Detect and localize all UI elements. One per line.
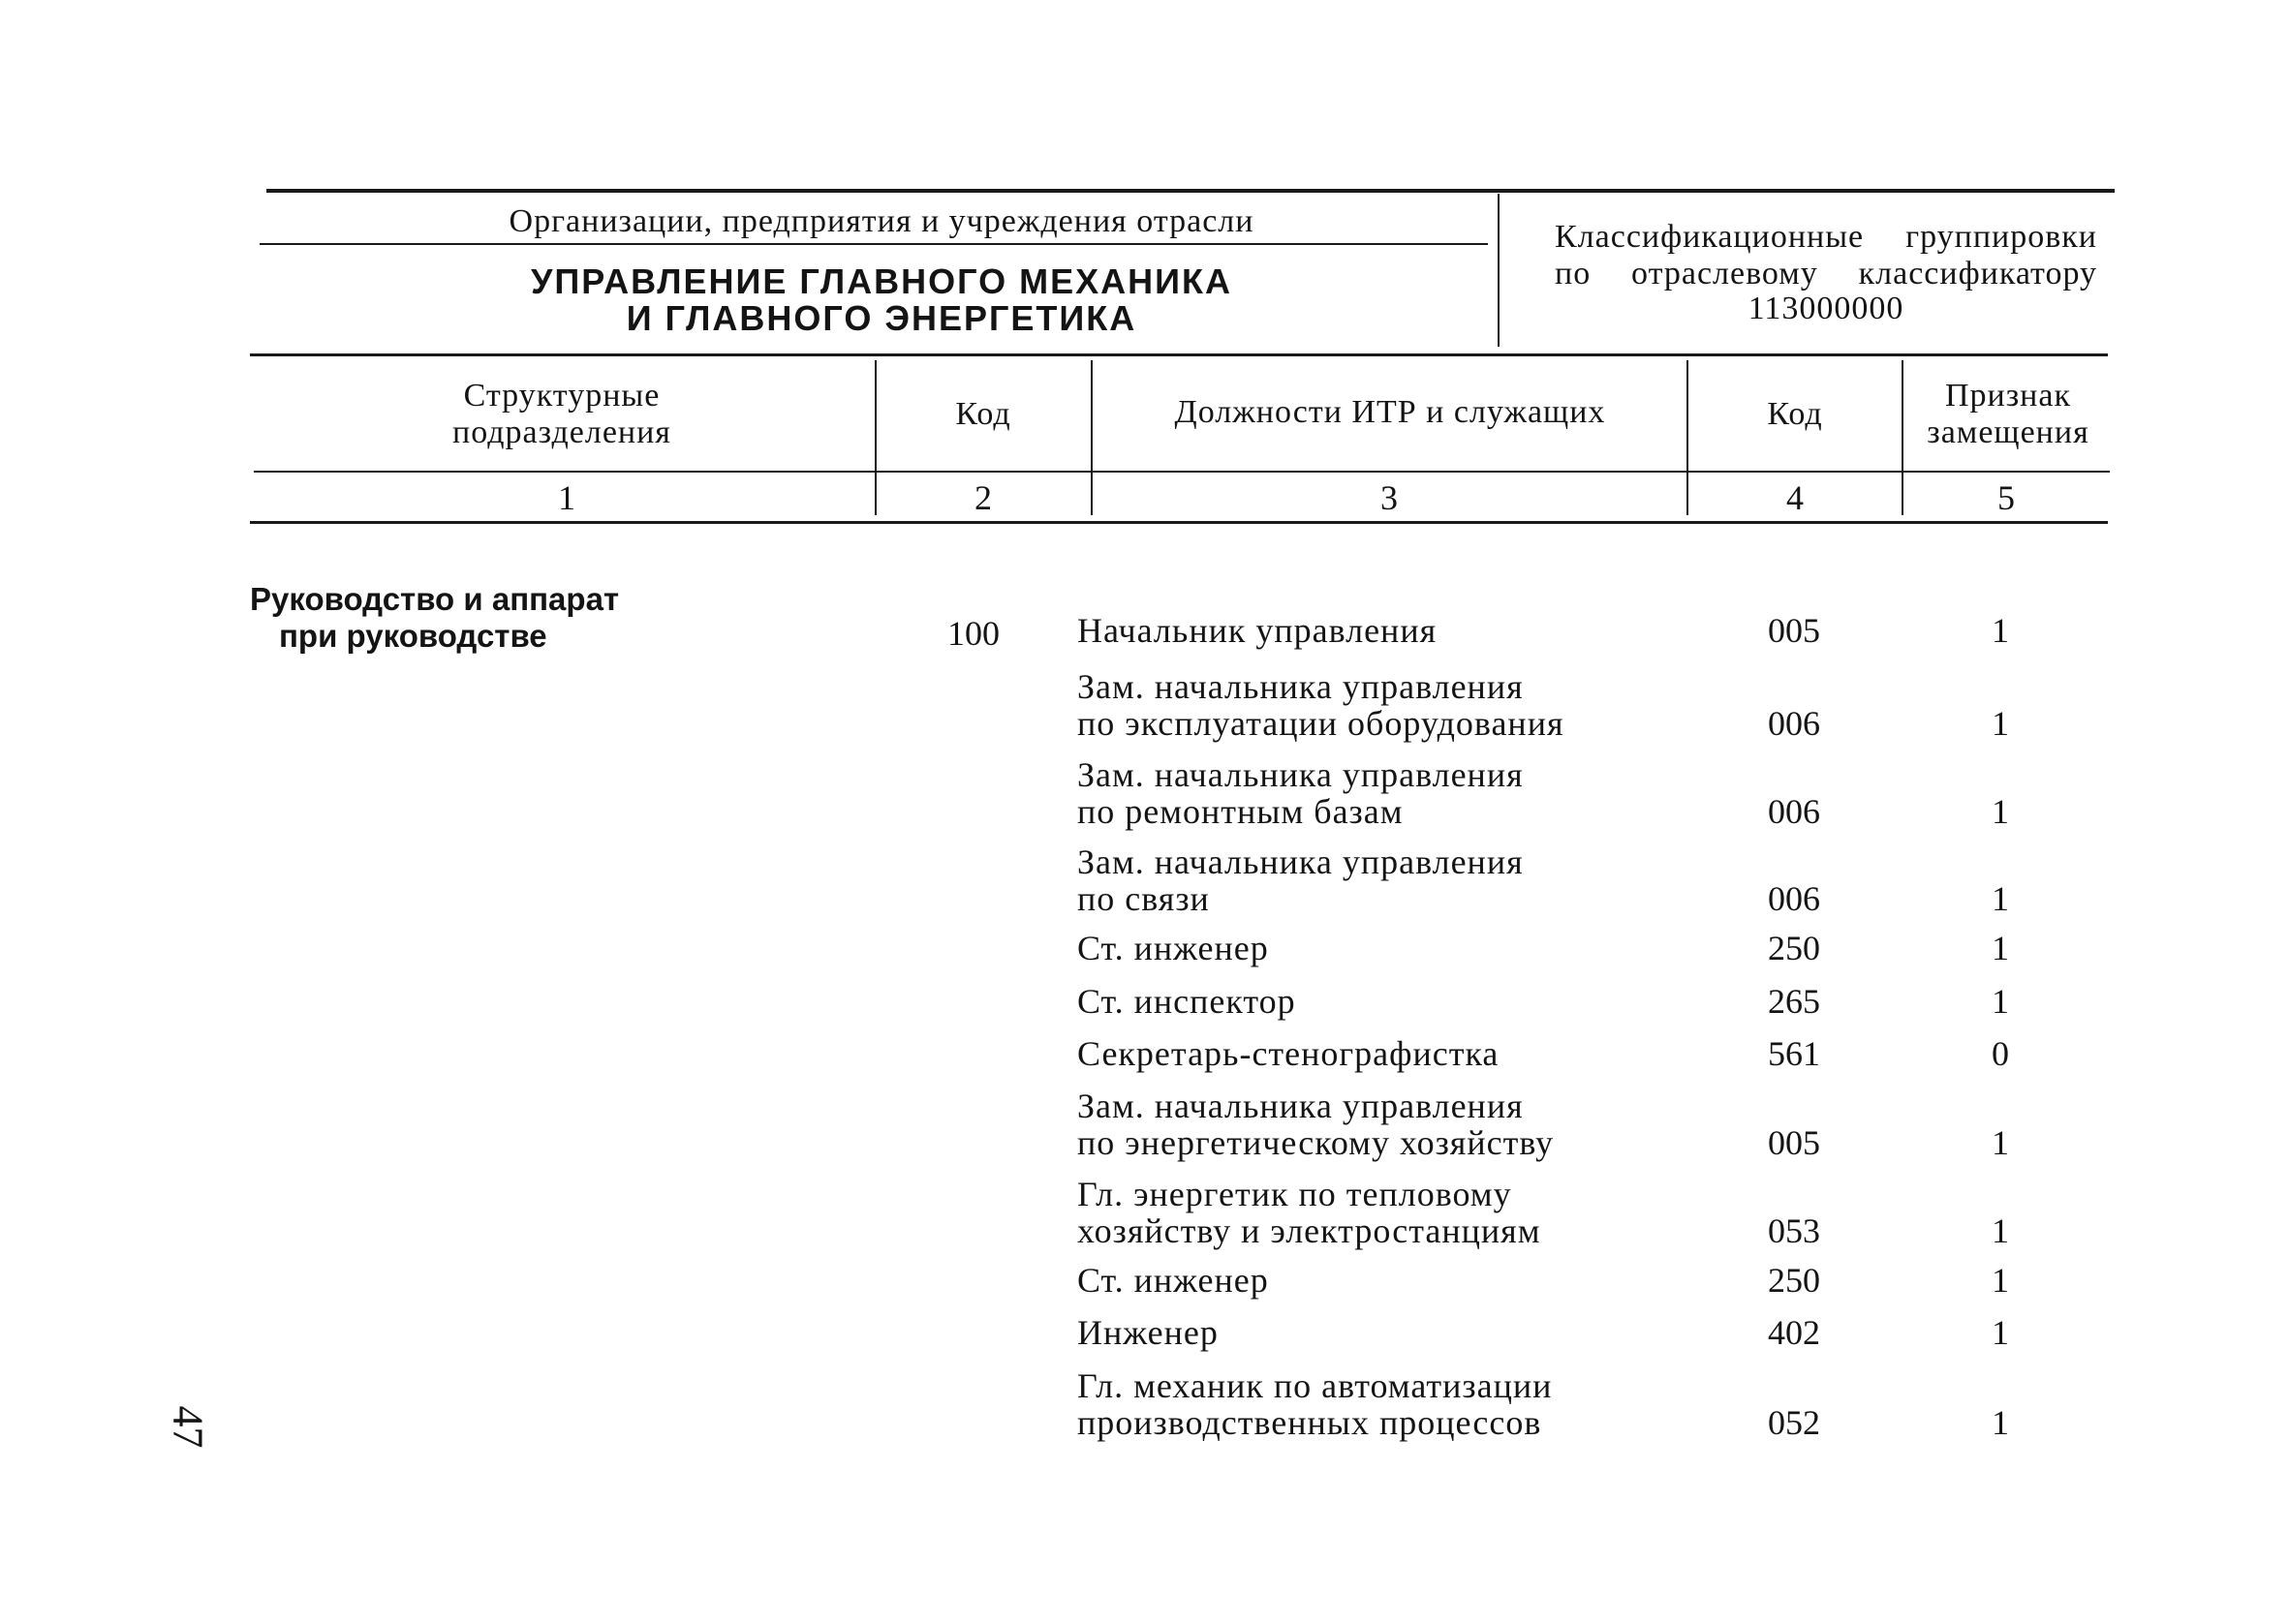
position-code: 250	[1768, 929, 1820, 967]
col4-header: Код	[1767, 396, 1823, 432]
col5-header	[1906, 378, 2110, 451]
columns-top-rule	[250, 353, 2108, 356]
replacement-sign: 1	[1992, 704, 2009, 743]
section-code: 100	[947, 614, 1000, 653]
position-title: Начальник управления	[1077, 611, 1438, 650]
col-divider-3	[1686, 360, 1688, 515]
position-code: 265	[1768, 982, 1820, 1021]
position-title: Зам. начальника управления по эксплуатации оборудования	[1077, 667, 1564, 743]
section-name-line2: при руководстве	[279, 618, 547, 654]
position-code: 561	[1768, 1034, 1820, 1073]
columns-bottom-rule	[250, 521, 2108, 524]
col3-header: Должности ИТР и служащих	[1174, 394, 1606, 430]
dept-title-line1: УПРАВЛЕНИЕ ГЛАВНОГО МЕХАНИКА	[531, 261, 1232, 301]
replacement-sign: 1	[1992, 879, 2009, 918]
position-code: 053	[1768, 1211, 1820, 1250]
col-divider-4	[1902, 360, 1903, 515]
position-code: 006	[1768, 704, 1820, 743]
replacement-sign: 1	[1992, 929, 2009, 967]
replacement-sign: 1	[1992, 1313, 2009, 1352]
position-title: Секретарь-стенографистка	[1077, 1034, 1500, 1073]
classif-code: 113000000	[1748, 291, 1904, 326]
position-code: 006	[1768, 792, 1820, 831]
replacement-sign: 1	[1992, 1123, 2009, 1162]
replacement-sign: 1	[1992, 1403, 2009, 1442]
org-label: Организации, предприятия и учреждения отрасли	[509, 203, 1254, 239]
position-title: Зам. начальника управления по энергетическому хозяйству	[1077, 1087, 1555, 1162]
position-code: 052	[1768, 1403, 1820, 1442]
replacement-sign: 1	[1992, 611, 2009, 650]
classif-line1: Классификационные группировки	[1555, 219, 2097, 255]
replacement-sign: 1	[1992, 982, 2009, 1021]
col1-header-line1: Структурные	[463, 378, 661, 414]
page-number: 47	[164, 1405, 212, 1449]
position-code: 005	[1768, 611, 1820, 650]
classif-line2: по отраслевому классификатору	[1555, 256, 2097, 291]
header-divider	[1498, 194, 1500, 347]
replacement-sign: 1	[1992, 1211, 2009, 1250]
position-code: 006	[1768, 879, 1820, 918]
col2-header: Код	[955, 396, 1011, 432]
section-name-line1: Руководство и аппарат	[250, 581, 620, 617]
position-title: Гл. энергетик по тепловому хозяйству и электростанциям	[1077, 1175, 1541, 1250]
position-title: Гл. механик по автоматизации производственных процессов	[1077, 1366, 1553, 1442]
org-underline	[260, 243, 1488, 245]
col2-number: 2	[974, 478, 992, 517]
col-divider-2	[1091, 360, 1093, 515]
position-code: 250	[1768, 1261, 1820, 1300]
col1-header	[262, 378, 862, 451]
col1-number: 1	[558, 478, 575, 517]
col3-number: 3	[1380, 478, 1398, 517]
position-title: Ст. инженер	[1077, 1261, 1269, 1300]
col1-header-line2: подразделения	[452, 414, 671, 450]
position-title: Ст. инженер	[1077, 929, 1269, 967]
replacement-sign: 1	[1992, 1261, 2009, 1300]
col5-number: 5	[1997, 478, 2015, 517]
col-divider-1	[875, 360, 877, 515]
position-title: Инженер	[1077, 1313, 1219, 1352]
position-code: 005	[1768, 1123, 1820, 1162]
position-code: 402	[1768, 1313, 1820, 1352]
position-title: Зам. начальника управления по связи	[1077, 843, 1524, 918]
col5-header-line1: Признак	[1945, 378, 2071, 414]
section-name	[250, 581, 831, 655]
top-rule	[266, 189, 2115, 193]
position-title: Зам. начальника управления по ремонтным базам	[1077, 755, 1524, 831]
columns-mid-rule	[254, 471, 2110, 473]
dept-title-line2: И ГЛАВНОГО ЭНЕРГЕТИКА	[626, 298, 1137, 338]
col5-header-line2: замещения	[1927, 414, 2089, 450]
position-title: Ст. инспектор	[1077, 982, 1296, 1021]
replacement-sign: 0	[1992, 1034, 2009, 1073]
col4-number: 4	[1786, 478, 1804, 517]
replacement-sign: 1	[1992, 792, 2009, 831]
